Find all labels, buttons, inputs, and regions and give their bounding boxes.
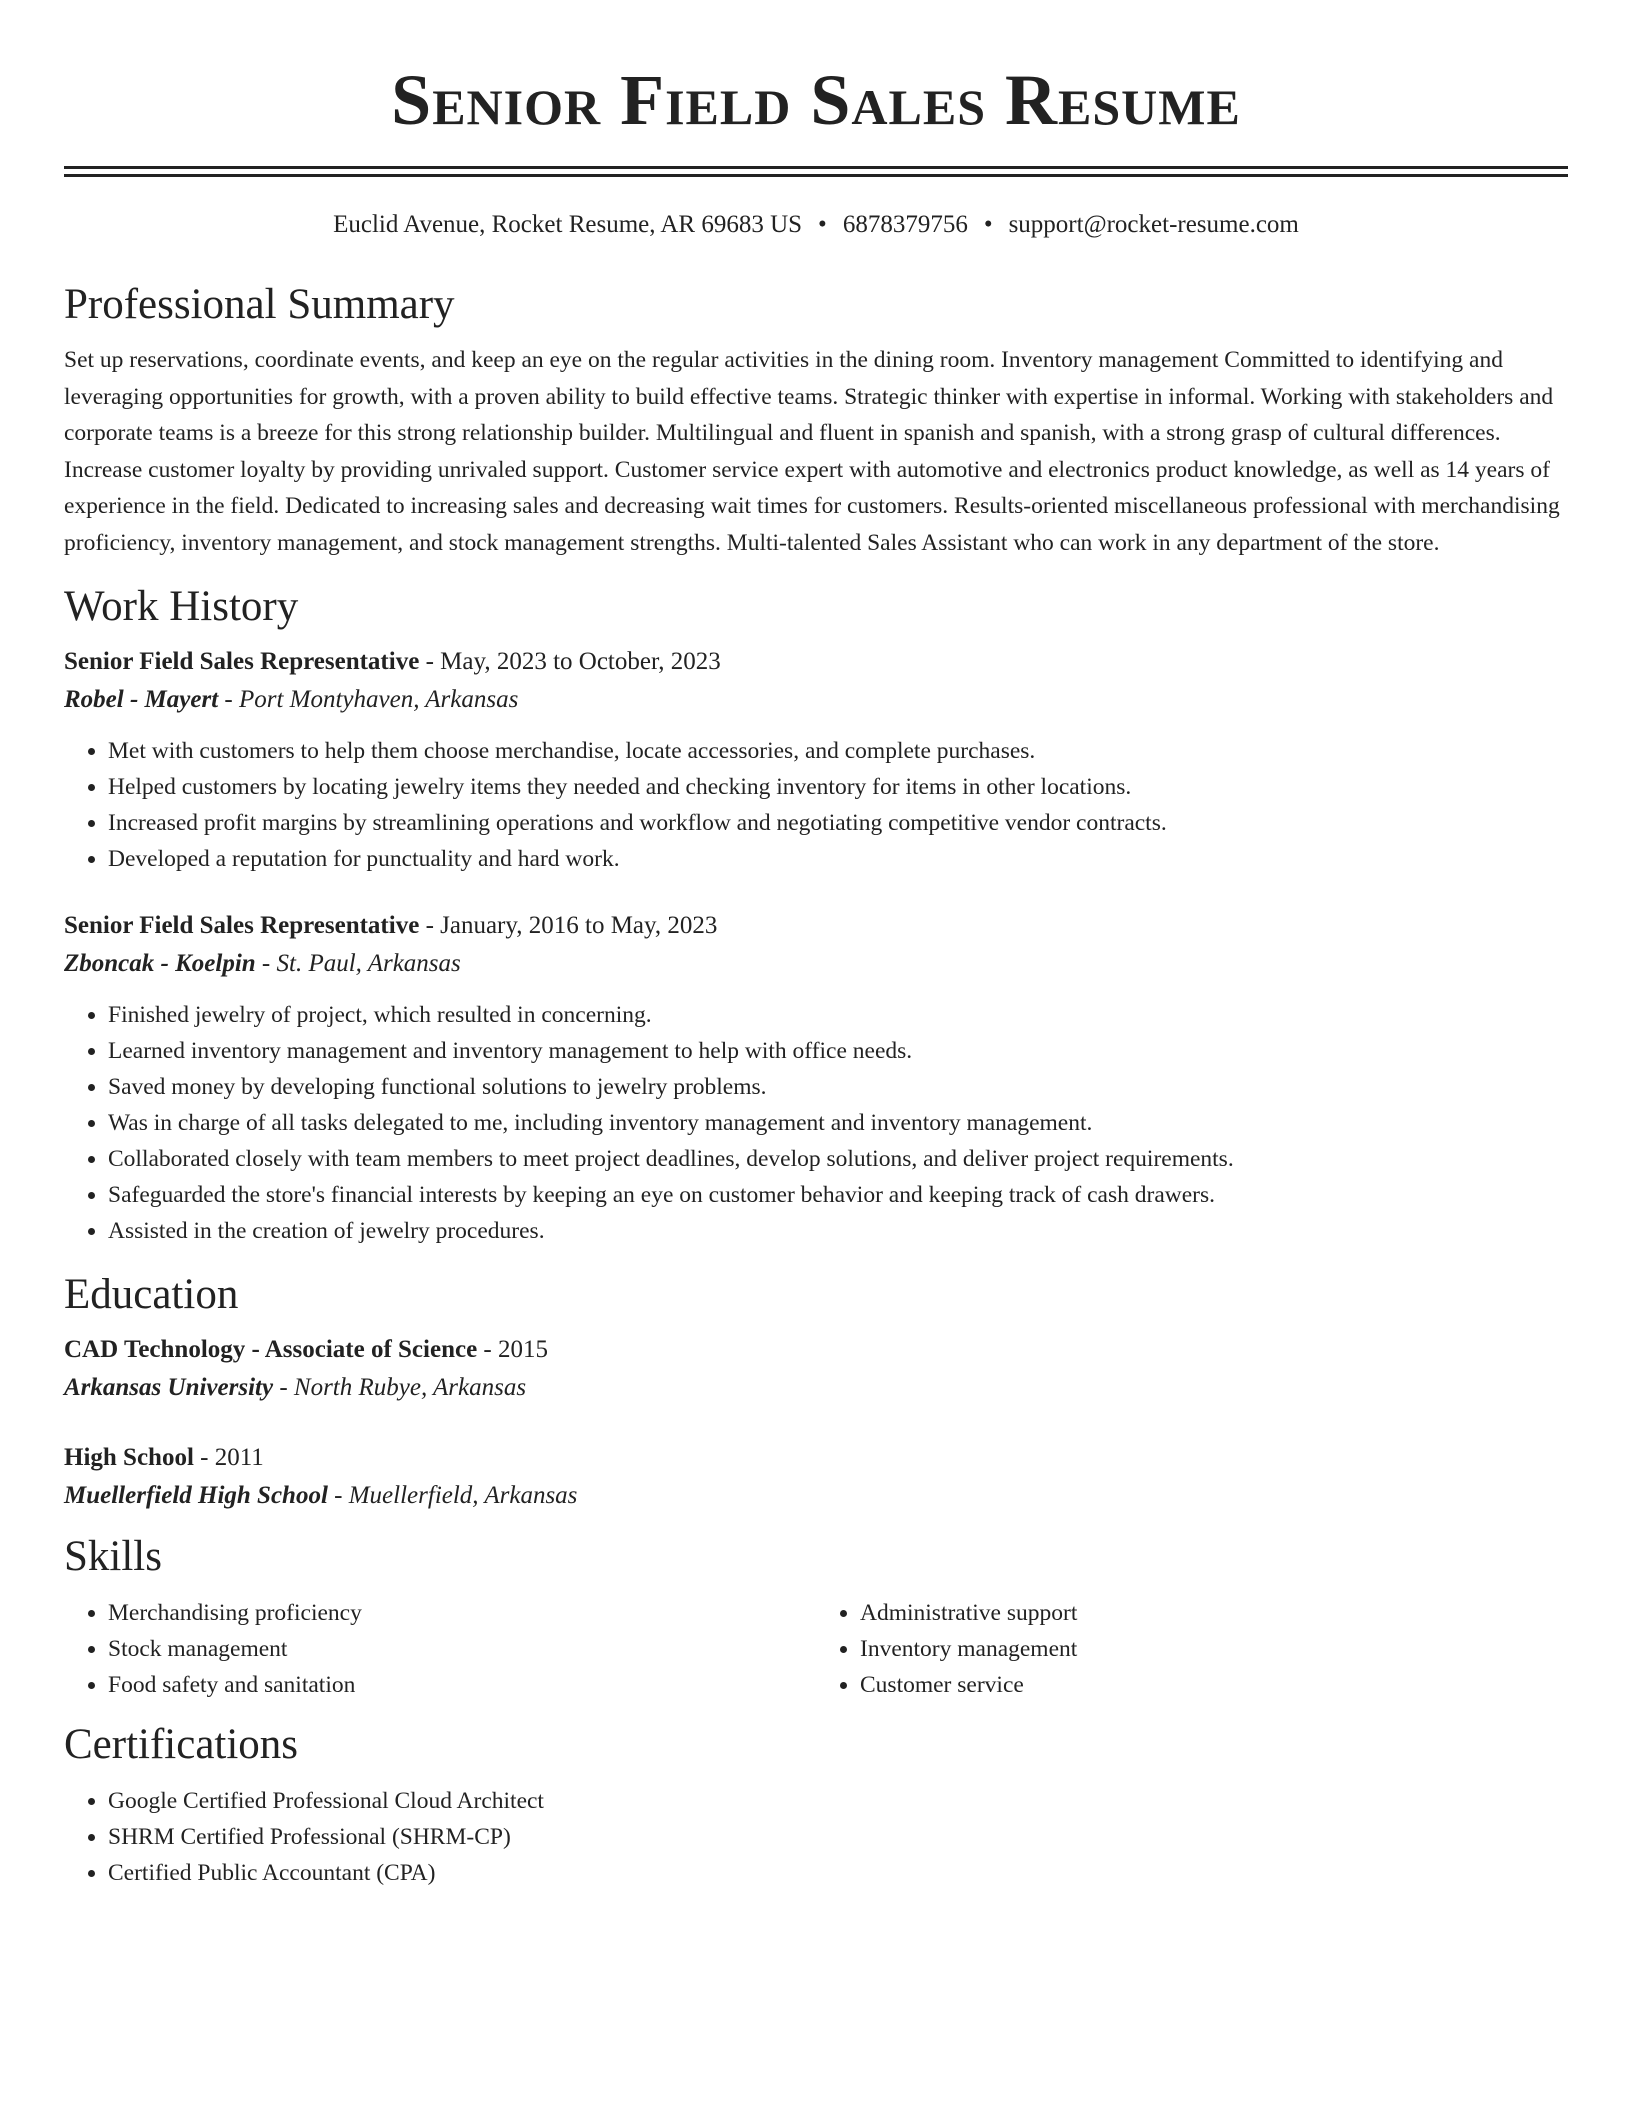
work-history-heading: Work History — [64, 583, 299, 630]
job-company: Zboncak - Koelpin — [64, 950, 256, 977]
education-heading: Education — [64, 1271, 239, 1318]
degree-line — [64, 1439, 1568, 1477]
list-item: • Food safety and sanitation — [108, 1667, 816, 1703]
list-item: • SHRM Certified Professional (SHRM-CP) — [108, 1819, 1568, 1855]
contact-separator: • — [818, 211, 827, 238]
job-company-line — [64, 945, 1568, 983]
job-title-line — [64, 907, 1568, 945]
list-item: • Customer service — [860, 1667, 1568, 1703]
school-location: - Muellerfield, Arkansas — [327, 1482, 578, 1509]
list-item: • Collaborated closely with team members to meet project deadlines, develop solutions, and deliver project requirements. — [108, 1141, 1568, 1177]
list-item: • Increased profit margins by streamlining operations and workflow and negotiating competitive vendor contracts. — [108, 805, 1568, 841]
job-title: Senior Field Sales Representative — [64, 648, 420, 675]
list-item: • Administrative support — [860, 1595, 1568, 1631]
school-name: Arkansas University — [64, 1374, 274, 1401]
school-line — [64, 1477, 1568, 1515]
list-item: • Merchandising proficiency — [108, 1595, 816, 1631]
job-location: - Port Montyhaven, Arkansas — [218, 686, 519, 713]
list-item: • Stock management — [108, 1631, 816, 1667]
job-title: Senior Field Sales Representative — [64, 912, 420, 939]
job-location: - St. Paul, Arkansas — [255, 950, 461, 977]
job-bullets — [64, 997, 1568, 1249]
job-company-line — [64, 681, 1568, 719]
job-bullets — [64, 733, 1568, 877]
list-item: • Saved money by developing functional solutions to jewelry problems. — [108, 1069, 1568, 1105]
job-title-line — [64, 643, 1568, 681]
list-item: • Learned inventory management and inventory management to help with office needs. — [108, 1033, 1568, 1069]
list-item: • Certified Public Accountant (CPA) — [108, 1855, 1568, 1891]
school-name: Muellerfield High School — [64, 1482, 328, 1509]
contact-line — [64, 209, 1568, 241]
skills-list-left — [64, 1595, 816, 1703]
job-company: Robel - Mayert — [64, 686, 219, 713]
job-entry — [64, 643, 1568, 877]
list-item: • Was in charge of all tasks delegated to me, including inventory management and inventory management. — [108, 1105, 1568, 1141]
summary-text: Set up reservations, coordinate events, and keep an eye on the regular activities in the dining room. Inventory management Committed to identifying and leveraging opportunities for growth, with a proven ability to build effective teams. Strategic thinker with expertise in informal. Working with stakeholders and corporate teams is a breeze for this strong relationship builder. Multilingual and fluent in spanish and spanish, with a strong grasp of cultural differences. Increase customer loyalty by providing unrivaled support. Customer service expert with automotive and electronics product knowledge, as well as 14 years of experience in the field. Dedicated to increasing sales and decreasing wait times for customers. Results-oriented miscellaneous professional with merchandising proficiency, inventory management, and stock management strengths. Multi-talented Sales Assistant who can work in any department of the store. — [64, 347, 1560, 556]
list-item: • Google Certified Professional Cloud Architect — [108, 1783, 1568, 1819]
job-dates: - May, 2023 to October, 2023 — [419, 648, 721, 675]
skills-list-right — [816, 1595, 1568, 1703]
list-item: • Finished jewelry of project, which resulted in concerning. — [108, 997, 1568, 1033]
resume-title: Senior Field Sales Resume — [391, 60, 1241, 140]
skills-heading: Skills — [64, 1533, 162, 1580]
skills-columns — [64, 1595, 1568, 1703]
list-item: • Met with customers to help them choose merchandise, locate accessories, and complete purchases. — [108, 733, 1568, 769]
summary-heading: Professional Summary — [64, 281, 455, 328]
list-item: • Developed a reputation for punctuality and hard work. — [108, 841, 1568, 877]
contact-phone: 6878379756 — [842, 211, 968, 238]
degree-year: - 2011 — [193, 1444, 264, 1471]
contact-separator: • — [983, 211, 993, 238]
list-item: • Helped customers by locating jewelry items they needed and checking inventory for items in other locations. — [108, 769, 1568, 805]
list-item: • Assisted in the creation of jewelry procedures. — [108, 1213, 1568, 1249]
school-location: - North Rubye, Arkansas — [273, 1374, 527, 1401]
contact-address: Euclid Avenue, Rocket Resume, AR 69683 US — [333, 211, 803, 238]
title-double-rule — [64, 166, 1568, 177]
contact-email: support@rocket-resume.com — [1008, 211, 1299, 238]
degree: CAD Technology - Associate of Science — [64, 1336, 478, 1363]
degree-year: - 2015 — [477, 1336, 548, 1363]
education-entry — [64, 1331, 1568, 1407]
certifications-list — [64, 1783, 1568, 1891]
list-item: • Inventory management — [860, 1631, 1568, 1667]
degree: High School — [64, 1444, 194, 1471]
job-dates: - January, 2016 to May, 2023 — [419, 912, 718, 939]
list-item: • Safeguarded the store's financial interests by keeping an eye on customer behavior and keeping track of cash drawers. — [108, 1177, 1568, 1213]
school-line — [64, 1369, 1568, 1407]
certifications-heading: Certifications — [64, 1721, 299, 1768]
degree-line — [64, 1331, 1568, 1369]
education-entry — [64, 1439, 1568, 1515]
job-entry — [64, 907, 1568, 1249]
resume-page — [64, 0, 1568, 1891]
